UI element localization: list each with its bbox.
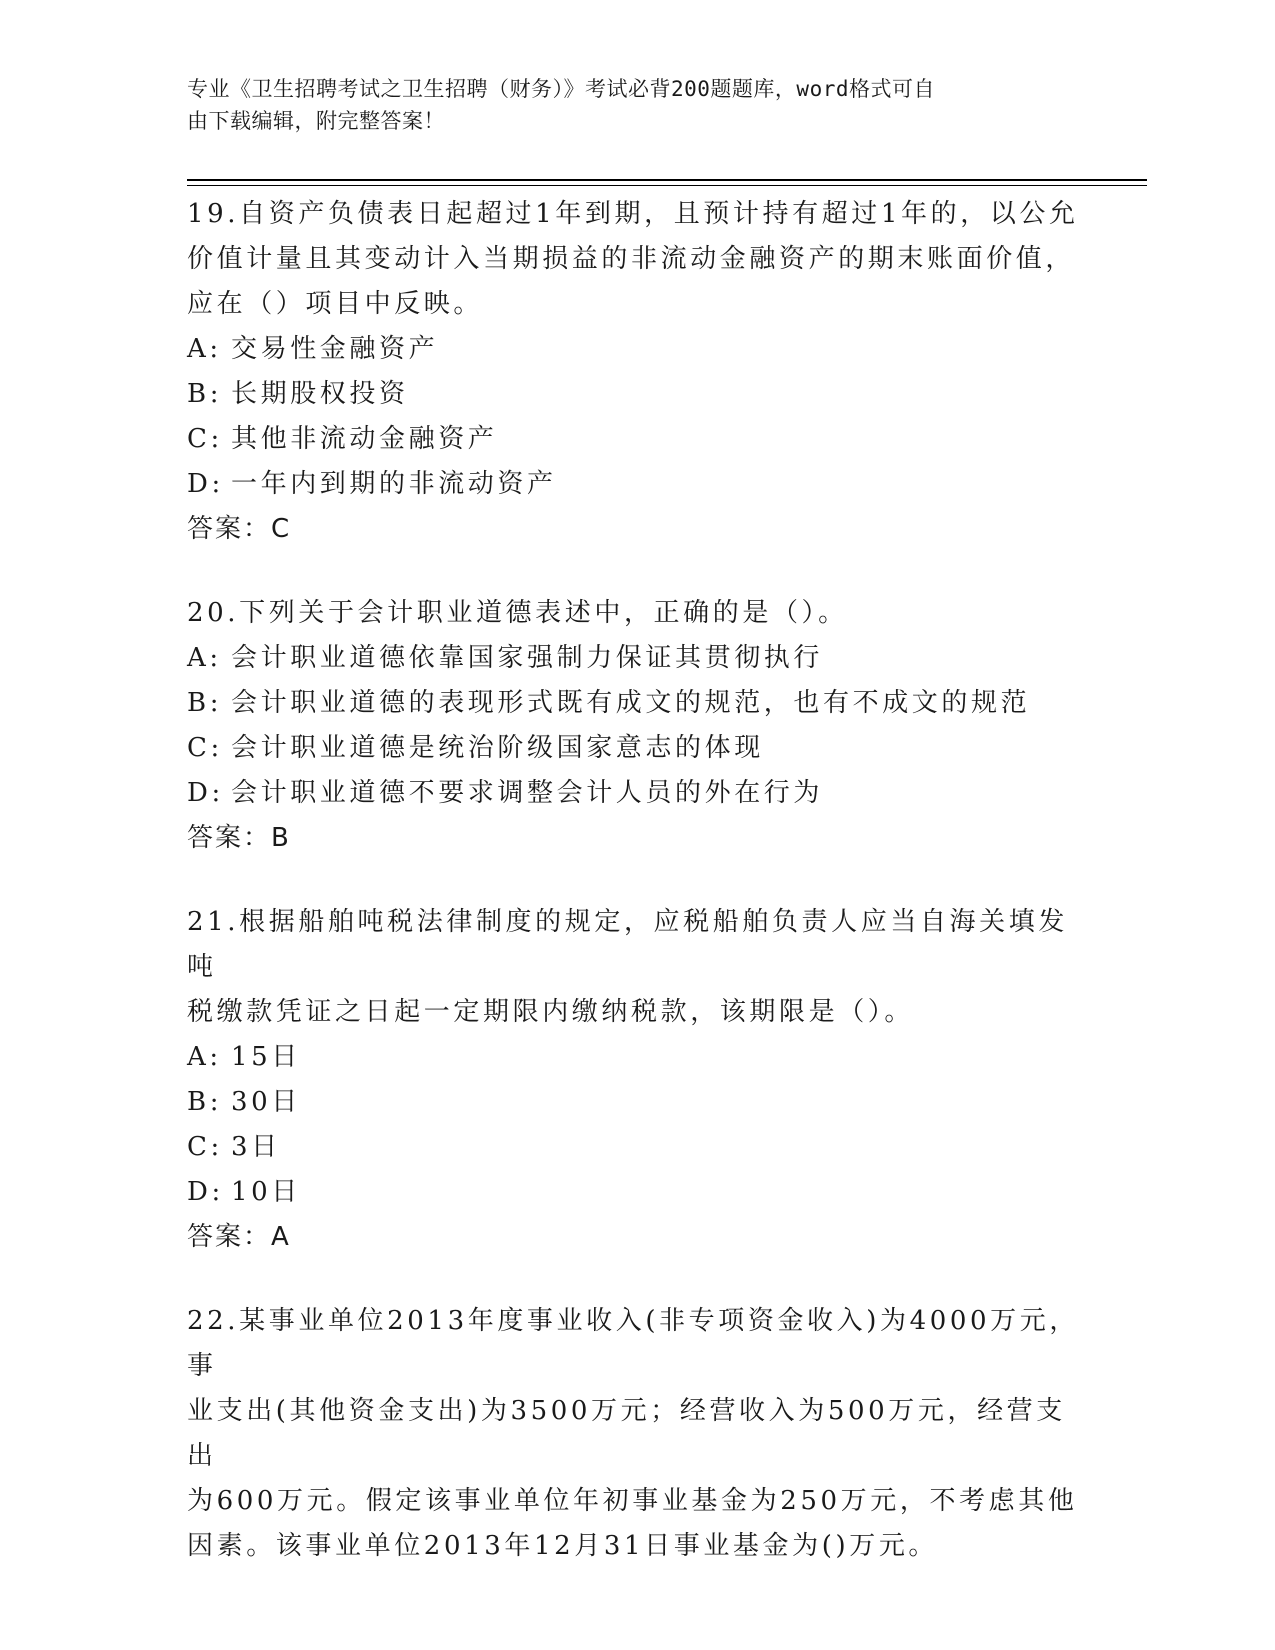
option-label: C: — [187, 733, 223, 763]
header-line: 专业《卫生招聘考试之卫生招聘（财务）》考试必背200题题库，word格式可自 — [187, 77, 935, 101]
header-line: 由下载编辑，附完整答案！ — [187, 109, 445, 133]
option-text: 15日 — [231, 1042, 301, 1072]
document-header — [187, 73, 1067, 137]
option-text: 会计职业道德不要求调整会计人员的外在行为 — [231, 778, 824, 808]
answer: 答案：A — [187, 1222, 291, 1252]
option-label: B: — [187, 688, 223, 718]
stem-line: 因素。该事业单位2013年12月31日事业基金为()万元。 — [187, 1531, 939, 1561]
option-label: D: — [187, 778, 224, 808]
option-c — [187, 1125, 1087, 1170]
option-text: 10日 — [231, 1177, 301, 1207]
answer: 答案：B — [187, 823, 291, 853]
option-text: 一年内到期的非流动资产 — [231, 469, 557, 499]
question-21 — [187, 900, 1087, 1260]
stem-line: 20.下列关于会计职业道德表述中，正确的是（）。 — [187, 598, 848, 628]
option-label: A: — [187, 643, 222, 673]
option-text: 会计职业道德的表现形式既有成文的规范，也有不成文的规范 — [231, 688, 1031, 718]
question-19 — [187, 192, 1087, 552]
option-label: C: — [187, 424, 223, 454]
option-text: 30日 — [231, 1087, 301, 1117]
stem-line: 应在（）项目中反映。 — [187, 289, 484, 319]
question-stem — [187, 591, 1087, 636]
option-text: 会计职业道德是统治阶级国家意志的体现 — [231, 733, 764, 763]
question-stem — [187, 1299, 1087, 1569]
stem-line: 22.某事业单位2013年度事业收入(非专项资金收入)为4000万元，事 — [187, 1306, 1079, 1381]
option-d — [187, 462, 1087, 507]
option-text: 长期股权投资 — [231, 379, 409, 409]
header-divider — [187, 185, 1147, 186]
option-b — [187, 1080, 1087, 1125]
header-divider — [187, 179, 1147, 181]
question-22 — [187, 1299, 1087, 1569]
stem-line: 业支出(其他资金支出)为3500万元；经营收入为500万元，经营支出 — [187, 1396, 1066, 1471]
option-label: B: — [187, 379, 223, 409]
stem-line: 21.根据船舶吨税法律制度的规定，应税船舶负责人应当自海关填发吨 — [187, 907, 1068, 982]
question-stem — [187, 192, 1087, 327]
option-b — [187, 372, 1087, 417]
option-b — [187, 681, 1087, 726]
option-d — [187, 771, 1087, 816]
stem-line: 19.自资产负债表日起超过1年到期，且预计持有超过1年的，以公允 — [187, 199, 1079, 229]
option-a — [187, 636, 1087, 681]
option-label: D: — [187, 1177, 224, 1207]
question-list — [187, 192, 1087, 1608]
stem-line: 价值计量且其变动计入当期损益的非流动金融资产的期末账面价值， — [187, 244, 1076, 274]
answer: 答案：C — [187, 514, 292, 544]
option-d — [187, 1170, 1087, 1215]
option-c — [187, 726, 1087, 771]
stem-line: 税缴款凭证之日起一定期限内缴纳税款，该期限是（）。 — [187, 997, 915, 1027]
option-a — [187, 327, 1087, 372]
stem-line: 为600万元。假定该事业单位年初事业基金为250万元，不考虑其他 — [187, 1486, 1078, 1516]
option-label: C: — [187, 1132, 223, 1162]
option-label: B: — [187, 1087, 223, 1117]
option-label: A: — [187, 334, 222, 364]
question-20 — [187, 591, 1087, 861]
option-label: A: — [187, 1042, 222, 1072]
option-label: D: — [187, 469, 224, 499]
option-text: 3日 — [231, 1132, 281, 1162]
option-text: 交易性金融资产 — [231, 334, 439, 364]
question-stem — [187, 900, 1087, 1035]
option-text: 会计职业道德依靠国家强制力保证其贯彻执行 — [231, 643, 824, 673]
option-a — [187, 1035, 1087, 1080]
option-text: 其他非流动金融资产 — [231, 424, 498, 454]
option-c — [187, 417, 1087, 462]
